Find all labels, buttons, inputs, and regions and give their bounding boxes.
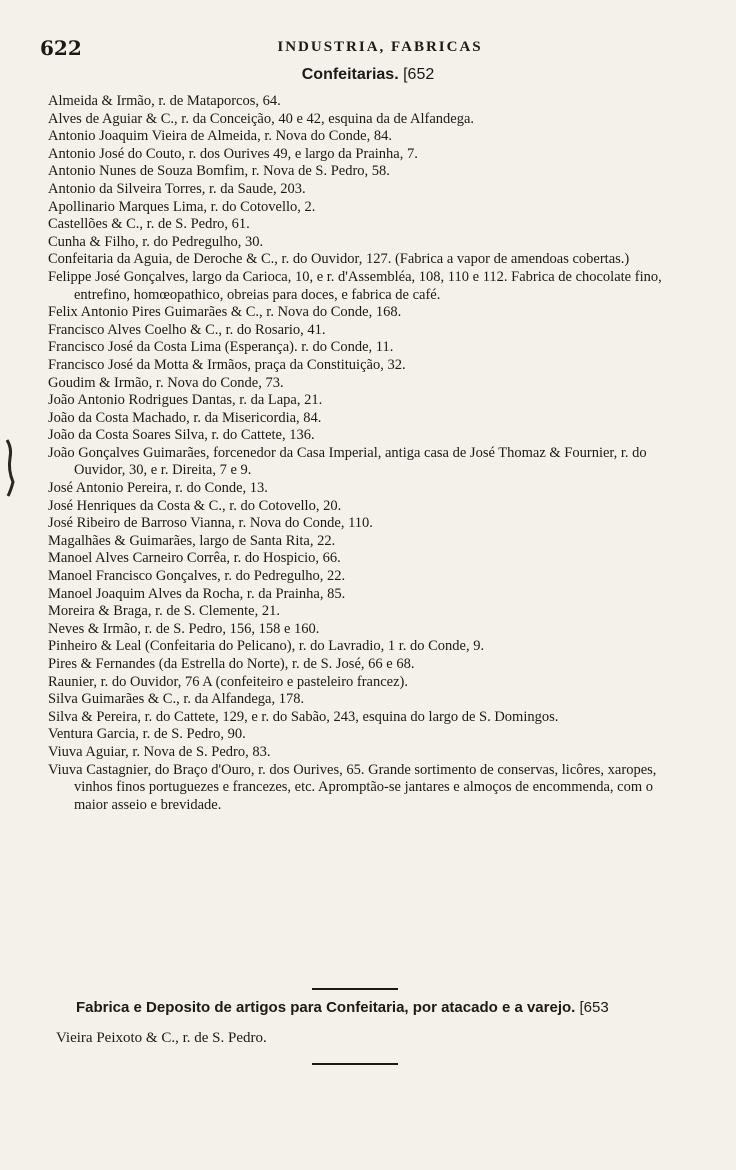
page-number: 622: [40, 36, 82, 60]
section-number: [652: [403, 66, 435, 83]
subsection-heading: [76, 999, 696, 1016]
list-item: Manoel Alves Carneiro Corrêa, r. do Hospicio, 66.: [48, 550, 341, 567]
running-head: INDUSTRIA, FABRICAS: [277, 39, 483, 55]
list-item: João da Costa Machado, r. da Misericordia, 84.: [48, 409, 322, 426]
page-header: [40, 36, 680, 62]
list-item: Manoel Francisco Gonçalves, r. do Pedregulho, 22.: [48, 568, 346, 585]
list-item: Confeitaria da Aguia, de Deroche & C., r. do Ouvidor, 127. (Fabrica a vapor de amendoas cobertas.): [48, 251, 630, 268]
subsection-number: [653: [579, 999, 609, 1016]
list-item: Francisco José da Costa Lima (Esperança). r. do Conde, 11.: [48, 339, 394, 356]
list-item: Pinheiro & Leal (Confeitaria do Pelicano), r. do Lavradio, 1 r. do Conde, 9.: [48, 638, 485, 655]
list-item: Pires & Fernandes (da Estrella do Norte), r. de S. José, 66 e 68.: [48, 656, 415, 672]
list-item: Antonio da Silveira Torres, r. da Saude, 203.: [48, 180, 306, 197]
entry-list: [48, 93, 688, 814]
subsection-title: Fabrica e Deposito de artigos para Confeitaria, por atacado e a varejo.: [76, 999, 576, 1016]
list-item: Francisco José da Motta & Irmãos, praça da Constituição, 32.: [48, 356, 406, 373]
list-item: Neves & Irmão, r. de S. Pedro, 156, 158 e 160.: [48, 620, 320, 637]
list-item: Magalhães & Guimarães, largo de Santa Rita, 22.: [48, 532, 336, 549]
list-item: José Antonio Pereira, r. do Conde, 13.: [48, 480, 268, 497]
list-item: Almeida & Irmão, r. de Mataporcos, 64.: [48, 93, 281, 109]
list-item: Viuva Castagnier, do Braço d'Ouro, r. dos Ourives, 65. Grande sortimento de conservas, licôres, xaropes, vinhos finos portuguezes e francezes, etc. Apromptão-se jantares e almoços de encommenda, com o maior asseio e brevidade.: [48, 761, 657, 813]
list-item: Viuva Aguiar, r. Nova de S. Pedro, 83.: [48, 743, 271, 760]
list-item: Raunier, r. do Ouvidor, 76 A (confeiteiro e pasteleiro francez).: [48, 673, 409, 690]
list-item: Goudim & Irmão, r. Nova do Conde, 73.: [48, 374, 284, 391]
list-item: Ventura Garcia, r. de S. Pedro, 90.: [48, 726, 246, 743]
list-item: Francisco Alves Coelho & C., r. do Rosario, 41.: [48, 321, 326, 338]
list-item: Cunha & Filho, r. do Pedregulho, 30.: [48, 233, 264, 250]
list-item: Antonio Joaquim Vieira de Almeida, r. Nova do Conde, 84.: [48, 128, 392, 145]
list-item: Felix Antonio Pires Guimarães & C., r. Nova do Conde, 168.: [48, 304, 402, 321]
list-item: Silva & Pereira, r. do Cattete, 129, e r. do Sabão, 243, esquina do largo de S. Domingos.: [48, 708, 559, 725]
list-item: Silva Guimarães & C., r. da Alfandega, 178.: [48, 691, 305, 708]
list-item: Antonio José do Couto, r. dos Ourives 49, e largo da Prainha, 7.: [48, 145, 418, 162]
list-item: Castellões & C., r. de S. Pedro, 61.: [48, 216, 250, 233]
list-item: José Ribeiro de Barroso Vianna, r. Nova do Conde, 110.: [48, 515, 373, 532]
list-item: Alves de Aguiar & C., r. da Conceição, 40 e 42, esquina da de Alfandega.: [48, 110, 475, 127]
list-item: João da Costa Soares Silva, r. do Cattete, 136.: [48, 427, 315, 444]
section-title: Confeitarias.: [301, 66, 399, 83]
list-item: Vieira Peixoto & C., r. de S. Pedro.: [56, 1030, 267, 1046]
section-divider: [312, 988, 398, 990]
list-item: Felippe José Gonçalves, largo da Carioca, 10, e r. d'Assembléa, 108, 110 e 112. Fabrica de chocolate fino, entrefino, homœopathico, obreias para doces, e fabrica de café.: [48, 268, 662, 303]
end-divider: [312, 1063, 398, 1065]
list-item: Apollinario Marques Lima, r. do Cotovello, 2.: [48, 198, 316, 215]
ink-mark-icon: [4, 438, 16, 498]
section-heading: [0, 66, 736, 84]
list-item: Moreira & Braga, r. de S. Clemente, 21.: [48, 603, 280, 620]
list-item: João Gonçalves Guimarães, forcenedor da Casa Imperial, antiga casa de José Thomaz & Fournier, r. do Ouvidor, 30, e r. Direita, 7 e 9.: [48, 444, 647, 479]
list-item: Manoel Joaquim Alves da Rocha, r. da Prainha, 85.: [48, 585, 346, 602]
list-item: Antonio Nunes de Souza Bomfim, r. Nova de S. Pedro, 58.: [48, 163, 390, 180]
list-item: João Antonio Rodrigues Dantas, r. da Lapa, 21.: [48, 392, 323, 409]
list-item: José Henriques da Costa & C., r. do Cotovello, 20.: [48, 497, 342, 514]
